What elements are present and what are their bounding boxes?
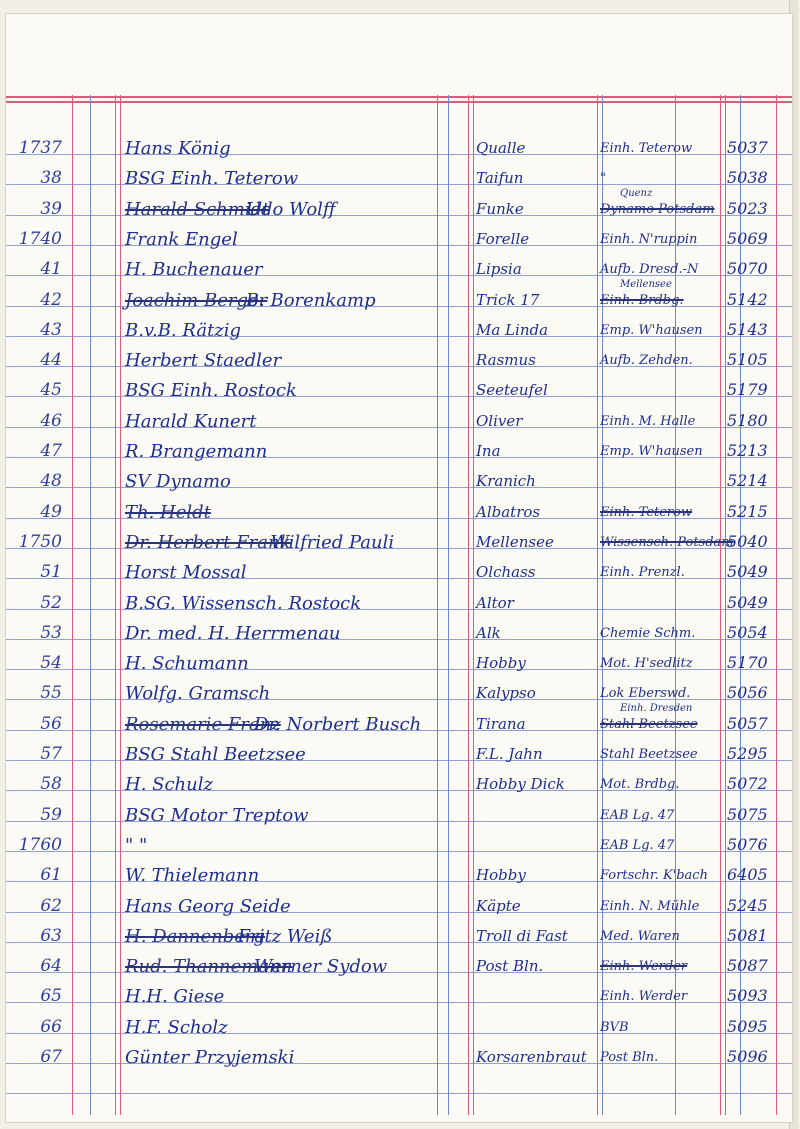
boat-name: Seeteufel <box>476 381 548 399</box>
registration-number: 5180 <box>727 411 768 430</box>
registration-number: 5142 <box>727 290 768 309</box>
owner-name: B.v.B. Rätzig <box>125 320 242 341</box>
boat-name: Troll di Fast <box>476 927 568 945</box>
club-name: Einh. N'ruppin <box>600 232 698 247</box>
club-correction: Einh. Dresden <box>620 703 693 714</box>
column-rule <box>437 95 438 1115</box>
owner-name: Herbert Staedler <box>125 350 282 371</box>
entry-number: 43 <box>40 320 62 340</box>
entry-number: 1740 <box>18 229 62 249</box>
struck-club: Wissensch. Potsdam <box>600 535 734 550</box>
owner-name: H. Buchenauer <box>125 259 263 280</box>
registration-number: 5096 <box>727 1047 768 1066</box>
boat-name: Taifun <box>476 169 524 187</box>
registration-number: 5056 <box>727 683 768 702</box>
registration-number: 6405 <box>727 865 768 884</box>
entry-number: 57 <box>40 744 62 764</box>
registration-number: 5023 <box>727 199 768 218</box>
entry-number: 1750 <box>18 532 62 552</box>
owner-name: Frank Engel <box>125 229 238 250</box>
owner-name: Dr. med. H. Herrmenau <box>125 623 341 644</box>
entry-number: 55 <box>40 683 62 703</box>
registration-number: 5069 <box>727 229 768 248</box>
entry-number: 46 <box>40 411 62 431</box>
registration-number: 5038 <box>727 168 768 187</box>
registration-number: 5057 <box>727 714 768 733</box>
owner-name: B.SG. Wissensch. Rostock <box>125 593 362 614</box>
boat-name: Alk <box>476 624 501 642</box>
registration-number: 5049 <box>727 562 768 581</box>
entry-number: 67 <box>40 1047 62 1067</box>
registration-number: 5037 <box>727 138 768 157</box>
column-rule <box>720 95 721 1115</box>
club-name: Mot. Brdbg. <box>600 777 680 792</box>
owner-name: Hans König <box>125 138 231 159</box>
club-name: Mot. H'sedlitz <box>600 656 693 671</box>
entry-number: 53 <box>40 623 62 643</box>
entry-number: 47 <box>40 441 62 461</box>
entry-number: 56 <box>40 714 62 734</box>
struck-club: Einh. Werder <box>600 959 688 974</box>
owner-name: H.F. Scholz <box>125 1017 228 1038</box>
boat-name: Lipsia <box>476 260 522 278</box>
registration-number: 5105 <box>727 350 768 369</box>
owner-name: BSG Motor Treptow <box>125 805 309 826</box>
club-name: Einh. Werder <box>600 989 688 1004</box>
boat-name: Oliver <box>476 412 523 430</box>
owner-name: " " <box>125 835 148 856</box>
struck-club: Einh. Brdbg. <box>600 293 684 308</box>
registration-number: 5214 <box>727 471 768 490</box>
owner-name: SV Dynamo <box>125 471 231 492</box>
registration-number: 5076 <box>727 835 768 854</box>
boat-name: Tirana <box>476 715 526 733</box>
entry-number: 63 <box>40 926 62 946</box>
club-name: Einh. N. Mühle <box>600 899 700 914</box>
owner-name: Harald Kunert <box>125 411 257 432</box>
club-name: EAB Lg. 47 <box>600 838 675 853</box>
column-rule <box>597 95 598 1115</box>
column-rule <box>468 95 469 1115</box>
entry-number: 42 <box>40 290 62 310</box>
registration-number: 5213 <box>727 441 768 460</box>
owner-name: Dr. Norbert Busch <box>254 714 422 735</box>
club-name: Einh. Prenzl. <box>600 565 685 580</box>
entry-number: 48 <box>40 471 62 491</box>
registration-number: 5049 <box>727 593 768 612</box>
club-name: " <box>600 171 606 186</box>
registration-number: 5245 <box>727 896 768 915</box>
club-name: BVB <box>600 1020 629 1035</box>
club-name: EAB Lg. 47 <box>600 808 675 823</box>
entry-number: 59 <box>40 805 62 825</box>
owner-name: Horst Mossal <box>125 562 247 583</box>
boat-name: Rasmus <box>476 351 536 369</box>
column-rule <box>90 95 91 1115</box>
owner-name: H. Schumann <box>125 653 249 674</box>
club-name: Emp. W'hausen <box>600 444 703 459</box>
boat-name: Trick 17 <box>476 291 540 309</box>
owner-name: B. Borenkamp <box>245 290 376 311</box>
struck-club: Einh. Teterow <box>600 505 693 520</box>
boat-name: Hobby <box>476 654 526 672</box>
club-name: Med. Waren <box>600 929 680 944</box>
entry-number: 54 <box>40 653 62 673</box>
registration-number: 5075 <box>727 805 768 824</box>
struck-name: Rud. Thannemann <box>125 956 293 977</box>
owner-name: BSG Stahl Beetzsee <box>125 744 306 765</box>
column-rule <box>725 95 726 1115</box>
registration-number: 5070 <box>727 259 768 278</box>
column-rule <box>448 95 449 1115</box>
boat-name: Qualle <box>476 139 526 157</box>
struck-name: Joachim Berger <box>125 290 268 311</box>
owner-name: Günter Przyjemski <box>125 1047 295 1068</box>
boat-name: Hobby <box>476 866 526 884</box>
boat-name: Mellensee <box>476 533 554 551</box>
club-name: Einh. Teterow <box>600 141 693 156</box>
club-name: Aufb. Dresd.-N <box>600 262 699 277</box>
boat-name: Olchass <box>476 563 536 581</box>
owner-name: H. Schulz <box>125 774 213 795</box>
entry-number: 66 <box>40 1017 62 1037</box>
column-rule <box>473 95 474 1115</box>
column-rule <box>72 95 73 1115</box>
struck-name: Th. Heldt <box>125 502 211 523</box>
boat-name: Funke <box>476 200 524 218</box>
owner-name: Werner Sydow <box>254 956 388 977</box>
entry-number: 64 <box>40 956 62 976</box>
struck-name: Rosemarie Franz <box>125 714 281 735</box>
club-name: Stahl Beetzsee <box>600 747 698 762</box>
registration-number: 5215 <box>727 502 768 521</box>
entry-number: 61 <box>40 865 62 885</box>
entry-number: 1737 <box>18 138 62 158</box>
owner-name: Fritz Weiß <box>237 926 333 947</box>
entry-number: 44 <box>40 350 62 370</box>
owner-name: BSG Einh. Teterow <box>125 168 299 189</box>
registration-number: 5081 <box>727 926 768 945</box>
entry-number: 38 <box>40 168 62 188</box>
registration-number: 5170 <box>727 653 768 672</box>
registration-number: 5093 <box>727 986 768 1005</box>
boat-name: Kranich <box>476 472 536 490</box>
owner-name: Hans Georg Seide <box>125 896 291 917</box>
owner-name: W. Thielemann <box>125 865 260 886</box>
boat-name: Forelle <box>476 230 530 248</box>
entry-number: 65 <box>40 986 62 1006</box>
owner-name: H.H. Giese <box>125 986 225 1007</box>
entry-number: 41 <box>40 259 62 279</box>
entry-number: 52 <box>40 593 62 613</box>
boat-name: Altor <box>476 594 514 612</box>
club-name: Fortschr. K'bach <box>600 868 708 883</box>
registration-number: 5054 <box>727 623 768 642</box>
entry-number: 51 <box>40 562 62 582</box>
boat-name: Kalypso <box>476 684 536 702</box>
owner-name: Udo Wolff <box>245 199 336 220</box>
club-name: Chemie Schm. <box>600 626 696 641</box>
boat-name: Käpte <box>476 897 521 915</box>
club-name: Emp. W'hausen <box>600 323 703 338</box>
club-name: Aufb. Zehden. <box>600 353 693 368</box>
registration-number: 5143 <box>727 320 768 339</box>
entry-number: 62 <box>40 896 62 916</box>
owner-name: Wolfg. Gramsch <box>125 683 271 704</box>
boat-name: Post Bln. <box>476 957 544 975</box>
struck-name: Dr. Herbert Frank <box>125 532 291 553</box>
entry-number: 45 <box>40 380 62 400</box>
club-name: Post Bln. <box>600 1050 659 1065</box>
owner-name: R. Brangemann <box>125 441 268 462</box>
entry-number: 39 <box>40 199 62 219</box>
boat-name: Albatros <box>476 503 541 521</box>
struck-name: Harald Schmidt <box>125 199 270 220</box>
boat-name: Korsarenbraut <box>476 1048 587 1066</box>
struck-club: Stahl Beetzsee <box>600 717 698 732</box>
registration-number: 5095 <box>727 1017 768 1036</box>
boat-name: Hobby Dick <box>476 775 565 793</box>
owner-name: BSG Einh. Rostock <box>125 380 297 401</box>
boat-name: F.L. Jahn <box>476 745 543 763</box>
owner-name: Wilfried Pauli <box>270 532 395 553</box>
club-name: Lok Eberswd. <box>600 686 691 701</box>
registration-number: 5179 <box>727 380 768 399</box>
column-rule <box>120 95 121 1115</box>
club-correction: Mellensee <box>620 279 672 290</box>
struck-club: Dynamo Potsdam <box>600 202 715 217</box>
struck-name: H. Dannenberg <box>125 926 266 947</box>
boat-name: Ma Linda <box>476 321 549 339</box>
club-correction: Quenz <box>620 188 653 199</box>
entry-number: 58 <box>40 774 62 794</box>
boat-name: Ina <box>476 442 501 460</box>
entry-number: 49 <box>40 502 62 522</box>
club-name: Einh. M. Halle <box>600 414 696 429</box>
entry-number: 1760 <box>18 835 62 855</box>
column-rule <box>115 95 116 1115</box>
registration-number: 5040 <box>727 532 768 551</box>
registration-number: 5295 <box>727 744 768 763</box>
registration-number: 5072 <box>727 774 768 793</box>
registration-number: 5087 <box>727 956 768 975</box>
